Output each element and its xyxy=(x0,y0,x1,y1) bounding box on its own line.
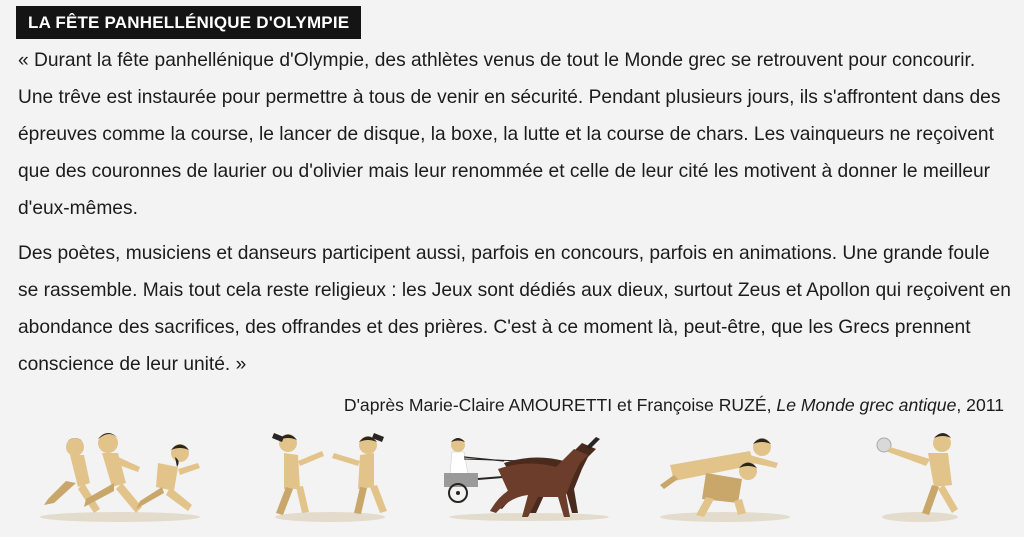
page-title: LA FÊTE PANHELLÉNIQUE D'OLYMPIE xyxy=(16,6,361,39)
illustrations-strip xyxy=(0,425,1024,537)
source-prefix: D'après Marie-Claire AMOURETTI et Françoise RUZÉ, xyxy=(343,395,777,415)
quote-paragraph-1: « Durant la fête panhellénique d'Olympie, des athlètes venus de tout le Monde grec se retrouvent pour concourir. Une trêve est instaurée pour permettre à tous de venir en sécurité. Pendant plusieurs jours, ils s'affrontent dans des épreuves comme la course, le lancer de disque, la boxe, la lutte et la course de chars. Les vainqueurs ne reçoivent que des couronnes de laurier ou d'olivier mais leur renommée et celle de leur cité les motivent à donner le meilleur d'eux-mêmes. xyxy=(18,50,1001,219)
source-suffix: , 2011 xyxy=(956,395,1004,415)
chariot-race-illustration xyxy=(434,425,614,525)
quote-paragraph-2: Des poètes, musiciens et danseurs participent aussi, parfois en concours, parfois en animations. Une grande foule se rassemble. Mais tout cela reste religieux : les Jeux sont dédiés aux dieux, surtout Zeus et Apollon qui reçoivent en abondance des sacrifices, des offrandes et des prières. C'est à ce moment là, peut-être, que les Grecs prennent conscience de leur unité. » xyxy=(18,243,1011,375)
source-citation xyxy=(344,393,1004,417)
source-book-title: Le Monde grec antique xyxy=(776,395,957,415)
wrestlers-illustration xyxy=(650,425,800,525)
boxers-illustration xyxy=(260,425,400,525)
discus-thrower-illustration xyxy=(870,425,970,525)
runners-illustration xyxy=(30,425,210,525)
quote-text xyxy=(18,42,1013,383)
